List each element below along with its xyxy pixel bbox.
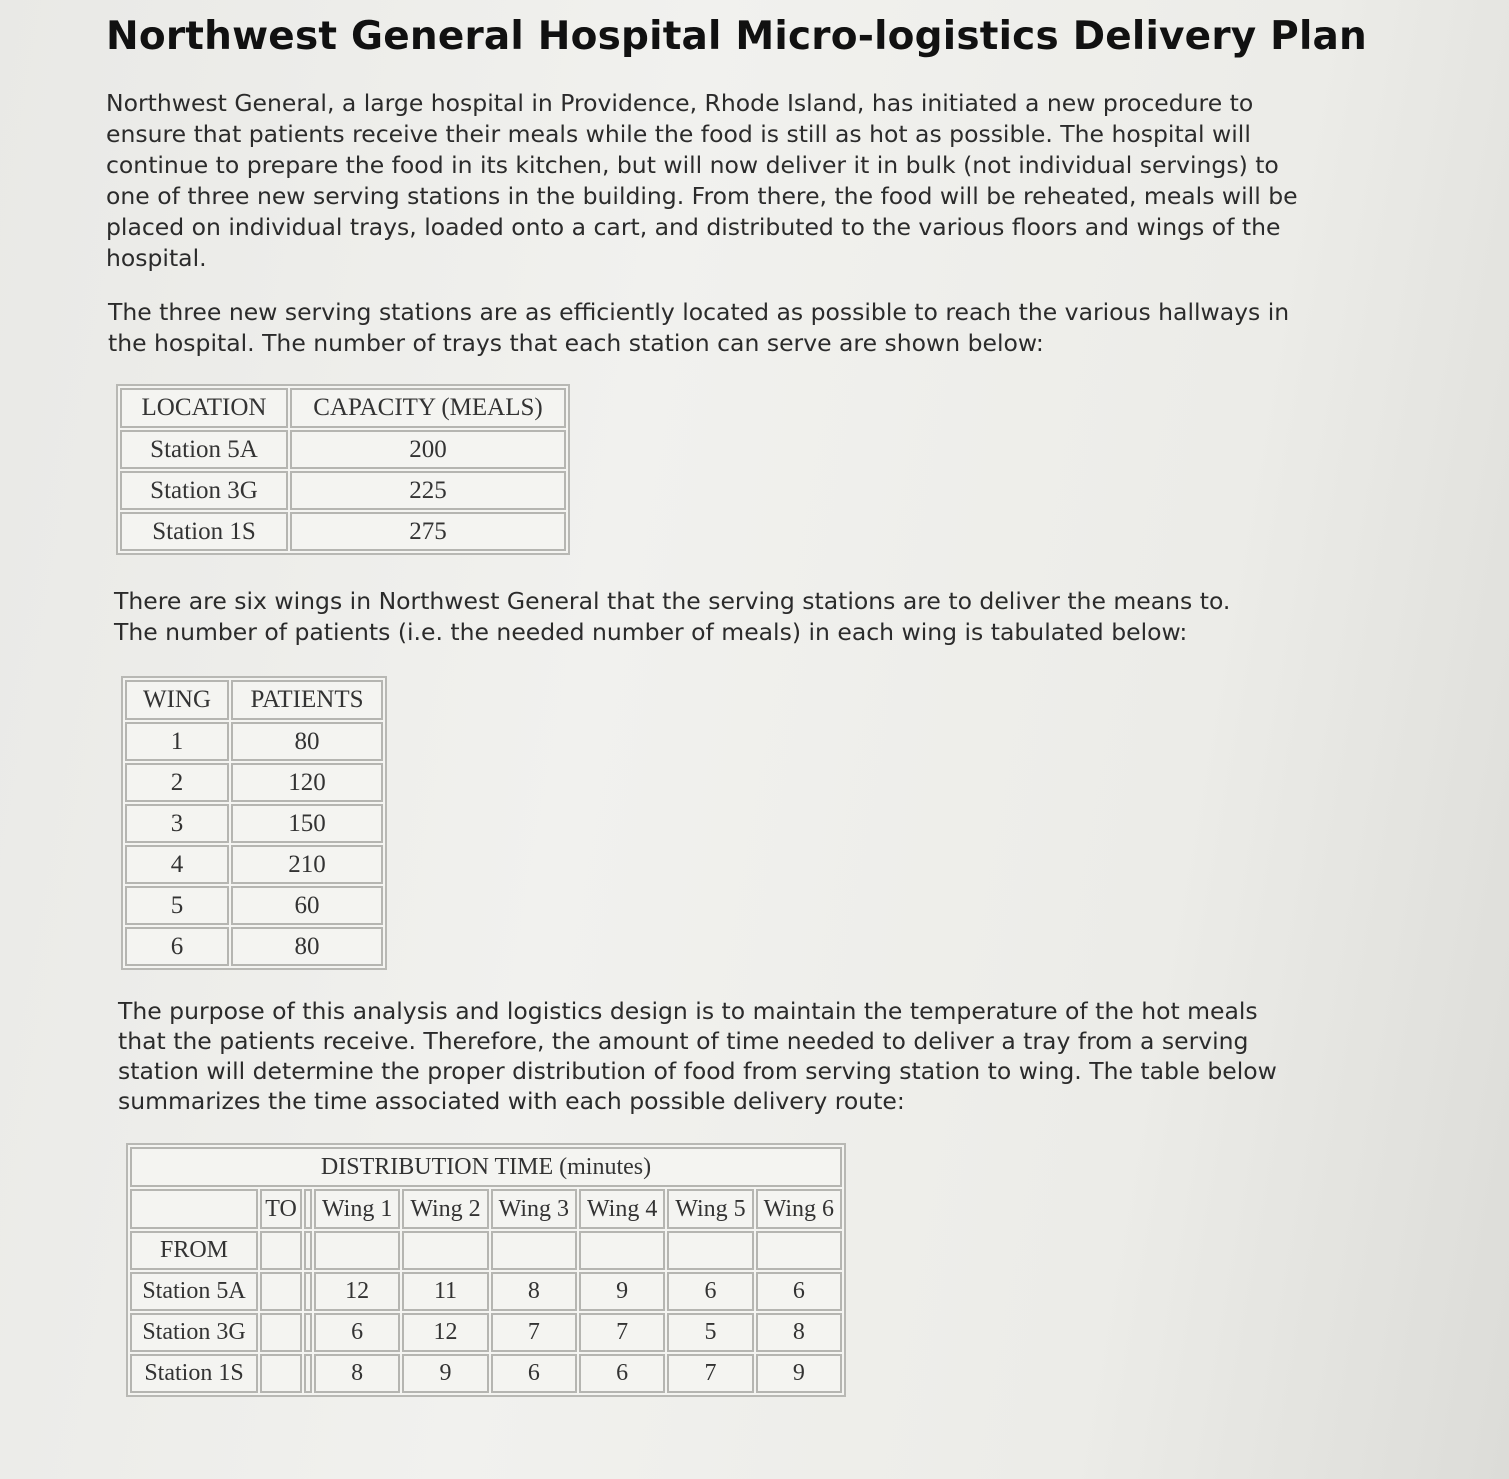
wing-header-row — [125, 680, 383, 720]
empty-cell — [667, 1231, 753, 1270]
empty-cell — [756, 1231, 842, 1270]
wing-header-patients: PATIENTS — [231, 680, 383, 720]
wing-header-5: Wing 5 — [667, 1189, 753, 1229]
table-row — [125, 804, 383, 843]
to-label: TO — [260, 1189, 302, 1229]
table-row — [130, 1272, 842, 1311]
wing-header-wing: WING — [125, 680, 229, 720]
spacer-cell — [304, 1189, 312, 1229]
empty-cell — [260, 1272, 302, 1311]
time-cell: 8 — [756, 1313, 842, 1352]
empty-cell — [260, 1231, 302, 1270]
table-row — [125, 722, 383, 761]
wing-number-cell: 1 — [125, 722, 229, 761]
purpose-paragraph: The purpose of this analysis and logistics design is to maintain the temperature of the hot meals that the patients receive. Therefore, the amount of time needed to deliver a tray from a serving station will determine the proper distribution of food from serving station to wing. The table below summarizes the time associated with each possible delivery route: — [118, 997, 1277, 1115]
time-cell: 9 — [579, 1272, 665, 1311]
intro-paragraph: Northwest General, a large hospital in Providence, Rhode Island, has initiated a new procedure to ensure that patients receive their meals while the food is still as hot as possible. The hospital will continue to prepare the food in its kitchen, but will now deliver it in bulk (not individual servings) to one of three new serving stations in the building. From there, the food will be reheated, meals will be placed on individual trays, loaded onto a cart, and distributed to the various floors and wings of the hospital. — [106, 89, 1298, 272]
table-row — [125, 886, 383, 925]
capacity-value-cell: 200 — [290, 430, 566, 469]
distribution-wing-header-row — [130, 1189, 842, 1229]
distribution-from-row — [130, 1231, 842, 1270]
table-row — [120, 471, 566, 510]
time-cell: 6 — [314, 1313, 400, 1352]
table-row — [125, 927, 383, 966]
wing-number-cell: 3 — [125, 804, 229, 843]
station-label: Station 1S — [130, 1354, 258, 1393]
time-cell: 12 — [402, 1313, 488, 1352]
spacer-cell — [304, 1354, 312, 1393]
wing-number-cell: 6 — [125, 927, 229, 966]
from-label: FROM — [130, 1231, 258, 1270]
spacer-cell — [304, 1313, 312, 1352]
spacer-cell — [304, 1272, 312, 1311]
table-row — [125, 845, 383, 884]
distribution-title: DISTRIBUTION TIME (minutes) — [130, 1147, 842, 1187]
capacity-header-location: LOCATION — [120, 388, 288, 428]
capacity-header-row — [120, 388, 566, 428]
time-cell: 7 — [579, 1313, 665, 1352]
spacer-cell — [304, 1231, 312, 1270]
wing-number-cell: 5 — [125, 886, 229, 925]
wing-number-cell: 4 — [125, 845, 229, 884]
capacity-location-cell: Station 1S — [120, 512, 288, 551]
time-cell: 7 — [491, 1313, 577, 1352]
station-label: Station 3G — [130, 1313, 258, 1352]
empty-cell — [579, 1231, 665, 1270]
time-cell: 6 — [491, 1354, 577, 1393]
station-label: Station 5A — [130, 1272, 258, 1311]
wing-patients-cell: 120 — [231, 763, 383, 802]
page-title: Northwest General Hospital Micro-logistics Delivery Plan — [106, 14, 1367, 59]
distribution-title-row — [130, 1147, 842, 1187]
empty-cell — [260, 1313, 302, 1352]
capacity-value-cell: 225 — [290, 471, 566, 510]
wings-paragraph: There are six wings in Northwest General that the serving stations are to deliver the means to. The number of patients (i.e. the needed number of meals) in each wing is tabulated below: — [114, 587, 1231, 646]
capacity-table — [116, 384, 570, 555]
wing-header-4: Wing 4 — [579, 1189, 665, 1229]
wing-patients-cell: 150 — [231, 804, 383, 843]
wing-header-3: Wing 3 — [491, 1189, 577, 1229]
capacity-location-cell: Station 5A — [120, 430, 288, 469]
time-cell: 7 — [667, 1354, 753, 1393]
wing-header-2: Wing 2 — [402, 1189, 488, 1229]
time-cell: 6 — [579, 1354, 665, 1393]
time-cell: 8 — [491, 1272, 577, 1311]
capacity-value-cell: 275 — [290, 512, 566, 551]
table-row — [120, 430, 566, 469]
wing-patients-cell: 60 — [231, 886, 383, 925]
time-cell: 5 — [667, 1313, 753, 1352]
table-row — [125, 763, 383, 802]
wing-patients-cell: 80 — [231, 927, 383, 966]
table-row — [120, 512, 566, 551]
time-cell: 12 — [314, 1272, 400, 1311]
time-cell: 8 — [314, 1354, 400, 1393]
wing-header-6: Wing 6 — [756, 1189, 842, 1229]
wing-patients-cell: 80 — [231, 722, 383, 761]
table-row — [130, 1354, 842, 1393]
capacity-location-cell: Station 3G — [120, 471, 288, 510]
empty-cell — [491, 1231, 577, 1270]
capacity-header-capacity: CAPACITY (MEALS) — [290, 388, 566, 428]
wing-number-cell: 2 — [125, 763, 229, 802]
distribution-table — [126, 1143, 846, 1397]
wing-table — [121, 676, 387, 970]
wing-patients-cell: 210 — [231, 845, 383, 884]
empty-cell — [260, 1354, 302, 1393]
time-cell: 6 — [756, 1272, 842, 1311]
time-cell: 9 — [756, 1354, 842, 1393]
time-cell: 6 — [667, 1272, 753, 1311]
time-cell: 9 — [402, 1354, 488, 1393]
empty-cell — [314, 1231, 400, 1270]
time-cell: 11 — [402, 1272, 488, 1311]
table-row — [130, 1313, 842, 1352]
wing-header-1: Wing 1 — [314, 1189, 400, 1229]
empty-cell — [402, 1231, 488, 1270]
stations-paragraph: The three new serving stations are as efficiently located as possible to reach the various hallways in the hospital. The number of trays that each station can serve are shown below: — [108, 298, 1290, 357]
empty-cell — [130, 1189, 258, 1229]
